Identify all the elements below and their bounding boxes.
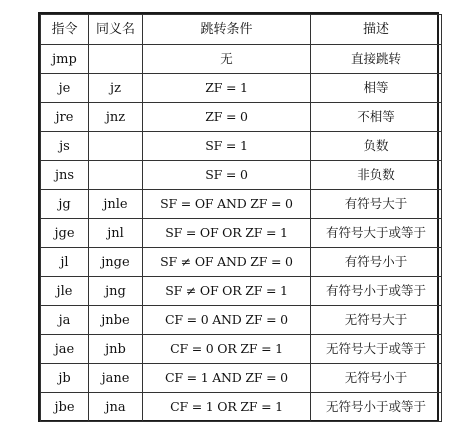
header-instruction: 指令 (41, 15, 89, 45)
table-row (41, 219, 442, 248)
jump-instruction-table-container (38, 12, 439, 422)
description-cell: 无符号小于或等于 (311, 393, 442, 422)
synonym-cell: jz (89, 74, 143, 103)
instruction-cell: jl (41, 248, 89, 277)
table-header-row (41, 15, 442, 45)
instruction-cell: jae (41, 335, 89, 364)
synonym-cell (89, 161, 143, 190)
instruction-cell: jge (41, 219, 89, 248)
description-cell: 有符号大于 (311, 190, 442, 219)
instruction-cell: jbe (41, 393, 89, 422)
condition-cell: SF = 0 (143, 161, 311, 190)
condition-cell: CF = 0 AND ZF = 0 (143, 306, 311, 335)
synonym-cell: jnl (89, 219, 143, 248)
instruction-cell: ja (41, 306, 89, 335)
table-row (41, 161, 442, 190)
description-cell: 相等 (311, 74, 442, 103)
description-cell: 有符号小于 (311, 248, 442, 277)
synonym-cell: jnge (89, 248, 143, 277)
condition-cell: CF = 1 OR ZF = 1 (143, 393, 311, 422)
instruction-cell: jg (41, 190, 89, 219)
synonym-cell: jnbe (89, 306, 143, 335)
description-cell: 负数 (311, 132, 442, 161)
table-row (41, 103, 442, 132)
description-cell: 无符号大于或等于 (311, 335, 442, 364)
synonym-cell (89, 45, 143, 74)
condition-cell: CF = 1 AND ZF = 0 (143, 364, 311, 393)
table-row (41, 132, 442, 161)
table-row (41, 190, 442, 219)
description-cell: 有符号大于或等于 (311, 219, 442, 248)
condition-cell: SF ≠ OF OR ZF = 1 (143, 277, 311, 306)
synonym-cell: jng (89, 277, 143, 306)
instruction-cell: jmp (41, 45, 89, 74)
condition-cell: CF = 0 OR ZF = 1 (143, 335, 311, 364)
condition-cell: 无 (143, 45, 311, 74)
synonym-cell (89, 132, 143, 161)
condition-cell: ZF = 0 (143, 103, 311, 132)
synonym-cell: jane (89, 364, 143, 393)
description-cell: 无符号大于 (311, 306, 442, 335)
table-row (41, 393, 442, 422)
description-cell: 不相等 (311, 103, 442, 132)
condition-cell: ZF = 1 (143, 74, 311, 103)
instruction-cell: je (41, 74, 89, 103)
jump-instruction-table (40, 14, 442, 422)
synonym-cell: jna (89, 393, 143, 422)
header-description: 描述 (311, 15, 442, 45)
synonym-cell: jnz (89, 103, 143, 132)
header-synonym: 同义名 (89, 15, 143, 45)
table-row (41, 45, 442, 74)
table-row (41, 364, 442, 393)
description-cell: 有符号小于或等于 (311, 277, 442, 306)
header-jump-condition: 跳转条件 (143, 15, 311, 45)
table-row (41, 248, 442, 277)
description-cell: 无符号小于 (311, 364, 442, 393)
description-cell: 直接跳转 (311, 45, 442, 74)
instruction-cell: jb (41, 364, 89, 393)
condition-cell: SF ≠ OF AND ZF = 0 (143, 248, 311, 277)
condition-cell: SF = OF AND ZF = 0 (143, 190, 311, 219)
table-row (41, 277, 442, 306)
instruction-cell: jre (41, 103, 89, 132)
instruction-cell: jns (41, 161, 89, 190)
table-row (41, 335, 442, 364)
synonym-cell: jnb (89, 335, 143, 364)
table-row (41, 74, 442, 103)
table-row (41, 306, 442, 335)
condition-cell: SF = 1 (143, 132, 311, 161)
instruction-cell: js (41, 132, 89, 161)
synonym-cell: jnle (89, 190, 143, 219)
condition-cell: SF = OF OR ZF = 1 (143, 219, 311, 248)
instruction-cell: jle (41, 277, 89, 306)
description-cell: 非负数 (311, 161, 442, 190)
